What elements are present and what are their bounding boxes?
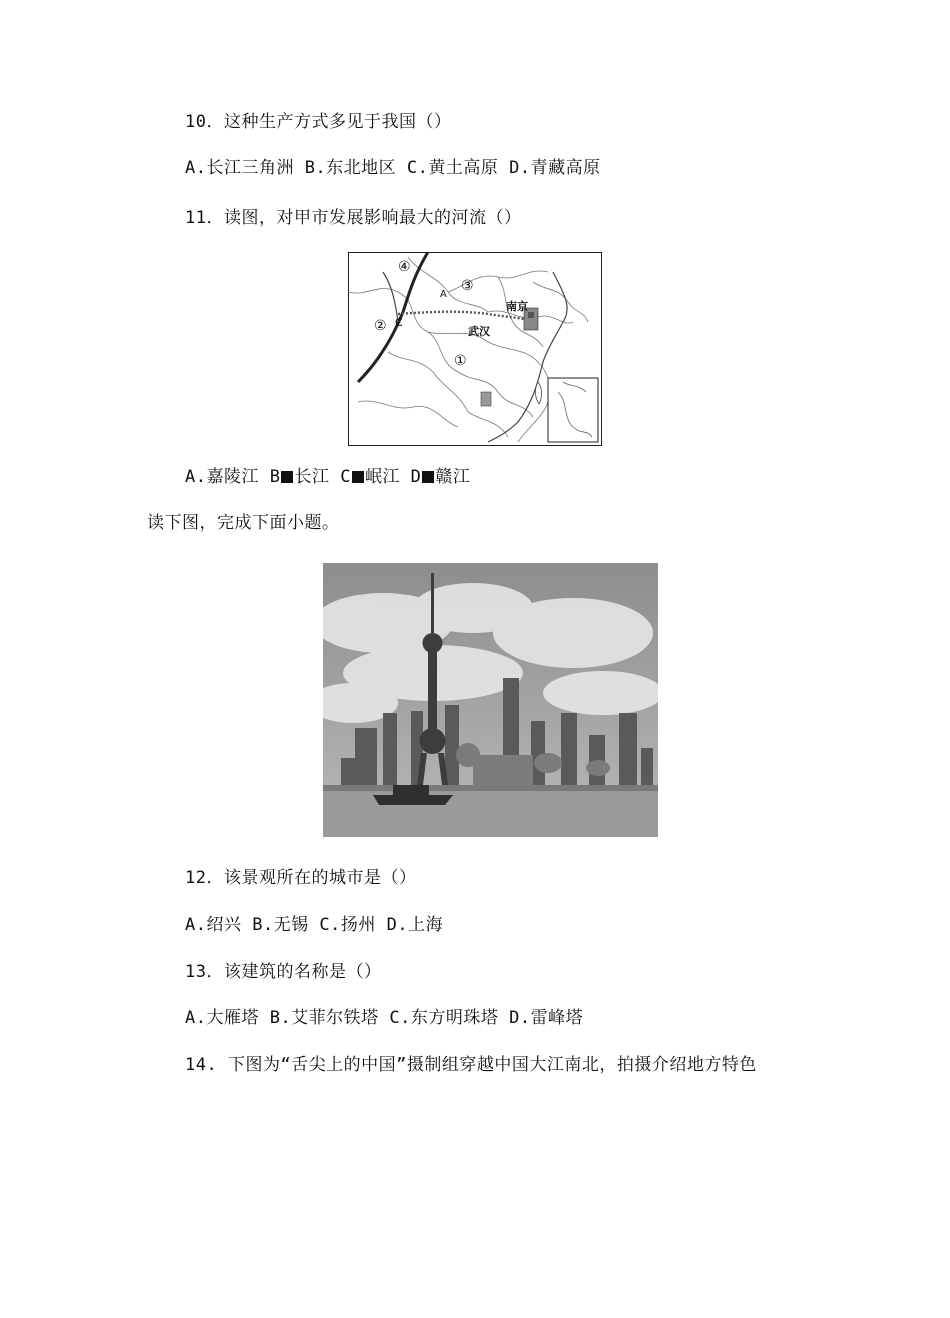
q13-options: A.大雁塔 B.艾菲尔铁塔 C.东方明珠塔 D.雷峰塔 <box>185 1008 584 1028</box>
map-label-a: A <box>440 289 447 300</box>
map-label-c: C <box>395 316 403 329</box>
q14-stem: 14. 下图为“舌尖上的中国”摄制组穿越中国大江南北，拍摄介绍地方特色 <box>185 1055 757 1075</box>
map-label-4: ④ <box>398 259 411 275</box>
map-label-1: ① <box>454 353 467 369</box>
q11-stem: 11．读图，对甲市发展影响最大的河流（） <box>185 208 522 228</box>
map-label-nanjing: 南京 <box>506 300 528 313</box>
q12-stem: 12．该景观所在的城市是（） <box>185 868 417 888</box>
q12-options: A.绍兴 B.无锡 C.扬州 D.上海 <box>185 915 444 935</box>
filled-square-icon <box>422 471 434 483</box>
q11-options <box>185 466 470 488</box>
map-label-wuhan: 武汉 <box>468 325 490 338</box>
q10-stem: 10．这种生产方式多见于我国（） <box>185 112 452 132</box>
map-label-2: ② <box>374 318 387 334</box>
q11-opt-c: 岷江 D <box>364 467 422 487</box>
filled-square-icon <box>352 471 364 483</box>
q10-options: A.长江三角洲 B.东北地区 C.黄土高原 D.青藏高原 <box>185 158 601 178</box>
section-intro: 读下图，完成下面小题。 <box>147 513 340 533</box>
china-map-figure <box>348 252 602 446</box>
q11-opt-a: A.嘉陵江 B <box>185 467 281 487</box>
filled-square-icon <box>281 471 293 483</box>
map-label-3: ③ <box>461 278 474 294</box>
q11-opt-b: 长江 C <box>294 467 351 487</box>
skyline-photo <box>323 563 658 837</box>
q13-stem: 13．该建筑的名称是（） <box>185 962 382 982</box>
q11-opt-d: 赣江 <box>435 467 471 487</box>
